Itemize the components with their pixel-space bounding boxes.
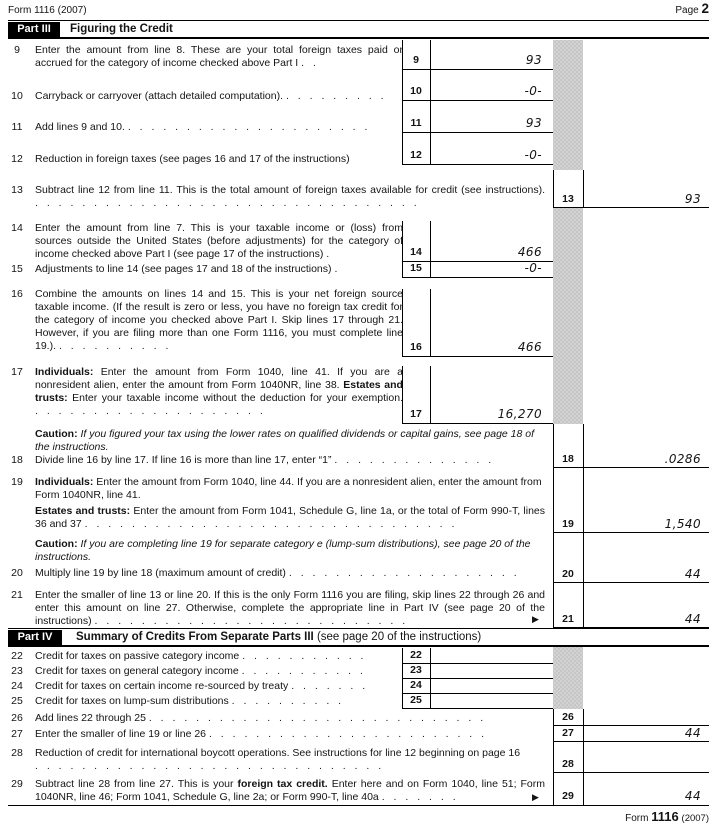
line-17-box-number: 17: [410, 408, 422, 420]
line-22-value[interactable]: [430, 648, 542, 663]
form-id: Form 1116 (2007): [8, 5, 87, 16]
line-27-text: Enter the smaller of line 19 or line 26 . . . . . . . . . . . . . . . . . . . . . . . .: [35, 728, 488, 740]
line-14-number: 14: [11, 222, 23, 234]
line-18-number: 18: [11, 454, 23, 466]
line-9-box-number: 9: [413, 54, 419, 66]
dot-leader: . . . . . . . . . . . . . . . . . . . . . . . .: [208, 728, 488, 740]
line-26-value[interactable]: [583, 710, 701, 725]
dot-leader: . .: [301, 57, 319, 69]
dot-leader: . . . . . . . . . . . . . . . . . . . . .: [127, 121, 371, 133]
box-border: [553, 467, 709, 468]
dot-leader: . . . . . . . . . . . . . . . . . . . . . . . . . . . . . .: [35, 760, 385, 772]
box-border: [553, 207, 709, 208]
line-28-number: 28: [11, 747, 23, 759]
line-17-text: Individuals: Enter the amount from Form 1040, line 41. If you are a nonresident alien, enter the amount from Form 1040NR, line 38. Estates and trusts: Enter your taxable income without the deduction for your exemption. . . . . . . . . . . . . . . . . . . . .: [35, 366, 403, 417]
line-25-number: 25: [11, 695, 23, 707]
line-13-number: 13: [11, 184, 23, 196]
line-23-value[interactable]: [430, 663, 542, 678]
line-29-box-number: 29: [562, 790, 574, 802]
line-12-number: 12: [11, 153, 23, 165]
line-13-value[interactable]: 93: [684, 192, 701, 206]
line-10-box-number: 10: [410, 85, 422, 97]
line-20-value[interactable]: 44: [684, 567, 701, 581]
line-12-box-number: 12: [410, 149, 422, 161]
line-17-number: 17: [11, 366, 23, 378]
box-border: [402, 708, 553, 709]
footer-form-id: [625, 809, 709, 824]
dot-leader: . . . . . . .: [381, 791, 459, 803]
dot-leader: . . . . . . . . . .: [58, 340, 172, 352]
line-16-box-number: 16: [410, 341, 422, 353]
line-9-value[interactable]: 93: [525, 53, 542, 67]
line-19-value[interactable]: 1,540: [664, 517, 701, 531]
part4-title: Summary of Credits From Separate Parts III: [76, 631, 314, 643]
footer-form-word: Form: [625, 813, 649, 824]
box-border: [402, 69, 553, 70]
part4-note: (see page 20 of the instructions): [316, 631, 482, 643]
line-20-number: 20: [11, 567, 23, 579]
line-19-box-number: 19: [562, 518, 574, 530]
line-11-number: 11: [11, 121, 23, 133]
line-24-number: 24: [11, 680, 23, 692]
part3-label: Part III: [8, 22, 60, 37]
dot-leader: . . . . . . . . . . . . . . . . . . . .: [35, 405, 266, 417]
box-border: [402, 132, 553, 133]
line-25-value[interactable]: [430, 693, 542, 708]
line-22-text: Credit for taxes on passive category income . . . . . . . . . . .: [35, 650, 367, 662]
line-17-caution: Caution: If you figured your tax using the lower rates on qualified dividends or capital gains, see page 18 of the instructions.: [35, 428, 535, 453]
box-border: [553, 741, 709, 742]
line-13-box-number: 13: [562, 193, 574, 205]
line-18-value[interactable]: .0286: [664, 452, 701, 466]
part3-title: Figuring the Credit: [70, 23, 173, 35]
line-26-text: Add lines 22 through 25 . . . . . . . . . . . . . . . . . . . . . . . . . . . . .: [35, 712, 487, 724]
line-18-text: Divide line 16 by line 17. If line 16 is more than line 17, enter “1” . . . . . . . . . . . . . .: [35, 454, 495, 466]
line-12-value[interactable]: -0-: [524, 148, 542, 162]
line-14-box-number: 14: [410, 246, 422, 258]
page-word: Page: [675, 5, 699, 16]
line-26-box-number: 26: [562, 711, 574, 723]
box-border: [402, 164, 553, 165]
dot-leader: . . . . . . . . . .: [231, 695, 345, 707]
line-13-text: Subtract line 12 from line 11. This is the total amount of foreign taxes available for credit (see instructions). . . . . . . . . . . . . . . . . . . . . . . . . . . . . . . . . .: [35, 184, 545, 209]
right-arrow-icon: ▶: [532, 614, 539, 624]
shaded-column: [553, 40, 583, 170]
line-16-text: Combine the amounts on lines 14 and 15. This is your net foreign source taxable income. (If the result is zero or less, you have no foreign tax credit for the category of income you checked above Part I. Skip lines 17 through 21. However, if you are filing more than one Form 1116, you must complete line 19.). . . . . . . . . . .: [35, 288, 403, 352]
dot-leader: . . . . . . . . . . . . . . . . . . . . . . . . . . . . . . . . .: [35, 197, 420, 209]
line-14-value[interactable]: 466: [517, 245, 542, 259]
line-21-value[interactable]: 44: [684, 612, 701, 626]
box-border: [402, 423, 553, 424]
line-27-box-number: 27: [562, 727, 574, 739]
line-10-number: 10: [11, 90, 23, 102]
line-15-value[interactable]: -0-: [524, 261, 542, 275]
line-15-box-number: 15: [410, 262, 422, 274]
line-25-text: Credit for taxes on lump-sum distributions . . . . . . . . . .: [35, 695, 345, 707]
dot-leader: . . . . . . . . . . .: [241, 665, 366, 677]
line-15-text: Adjustments to line 14 (see pages 17 and 18 of the instructions) .: [35, 263, 341, 275]
line-16-number: 16: [11, 288, 23, 300]
line-21-number: 21: [11, 589, 23, 601]
box-border: [553, 582, 709, 583]
page-indicator: [675, 1, 709, 16]
line-23-box-number: 23: [410, 664, 422, 676]
shaded-column: [553, 647, 583, 709]
line-12-text: Reduction in foreign taxes (see pages 16 and 17 of the instructions): [35, 153, 350, 165]
line-24-value[interactable]: [430, 678, 542, 693]
dot-leader: . . . . . . . . . . . . . . . . . . . . . . . . . . . . . . . .: [84, 518, 458, 530]
line-28-box-number: 28: [562, 758, 574, 770]
line-19-number: 19: [11, 476, 23, 488]
line-10-value[interactable]: -0-: [524, 84, 542, 98]
box-border: [402, 277, 553, 278]
line-22-box-number: 22: [410, 649, 422, 661]
dot-leader: .: [334, 263, 341, 275]
line-14-text: Enter the amount from line 7. This is your taxable income or (loss) from sources outside the United States (before adjustments) for the category of income checked above Part I (see page 17 of the instructions) .: [35, 222, 403, 260]
line-17-value[interactable]: 16,270: [497, 407, 542, 421]
line-21-text: Enter the smaller of line 13 or line 20. If this is the only Form 1116 you are filing, skip lines 22 through 26 and enter this amount on line 27. Otherwise, complete the appropriate line in Part IV (see page 20 of the instructions) . . . . . . . . . . . . . . . . . . . . . . . . . . .: [35, 589, 545, 627]
page-number: 2: [701, 1, 709, 16]
dot-leader: . . . . . . . . . . . . . . . . . . . .: [288, 567, 520, 579]
line-23-number: 23: [11, 665, 23, 677]
dot-leader: . . . . . . . . . . . . . . . . . . . . . . . . . . . . .: [148, 712, 487, 724]
line-29-number: 29: [11, 778, 23, 790]
line-19-text-estates: Estates and trusts: Enter the amount from Form 1041, Schedule G, line 1a, or the total of Form 990-T, lines 36 and 37 . . . . . . . . . . . . . . . . . . . . . . . . . . . . . . . .: [35, 505, 545, 530]
rule: [8, 628, 709, 629]
dot-leader: . . . . . . . . . . .: [242, 650, 367, 662]
line-24-text: Credit for taxes on certain income re-sourced by treaty . . . . . . .: [35, 680, 369, 692]
box-border: [553, 772, 709, 773]
line-11-value[interactable]: 93: [525, 116, 542, 130]
rule: [8, 645, 709, 647]
line-28-text: Reduction of credit for international boycott operations. See instructions for line 12 beginning on page 16 . . . . . . . . . . . . . . . . . . . . . . . . . . . . . .: [35, 747, 521, 772]
line-18-box-number: 18: [562, 453, 574, 465]
line-16-value[interactable]: 466: [517, 340, 542, 354]
line-19-text-individuals: Individuals: Enter the amount from Form 1040, line 44. If you are a nonresident alien, enter the amount from Form 1040NR, line 41.: [35, 476, 542, 501]
line-23-text: Credit for taxes on general category income . . . . . . . . . . .: [35, 665, 366, 677]
line-28-value[interactable]: [583, 757, 701, 772]
dot-leader: . . . . . . . . .: [285, 90, 387, 102]
footer-form-number: 1116: [651, 809, 679, 824]
line-21-box-number: 21: [562, 613, 574, 625]
line-29-text: Subtract line 28 from line 27. This is your foreign tax credit. Enter here and on Form 1040, line 51; Form 1040NR, line 46; Form 1041, Schedule G, line 2a; or Form 990-T, line 40a . . . . . . .: [35, 778, 546, 803]
right-arrow-icon: ▶: [532, 792, 539, 802]
line-9-text: Enter the amount from line 8. These are your total foreign taxes paid or accrued for the category of income checked above Part I . .: [35, 44, 403, 69]
line-26-number: 26: [11, 712, 23, 724]
line-25-box-number: 25: [410, 694, 422, 706]
part4-label: Part IV: [8, 630, 62, 645]
line-19-caution: Caution: If you are completing line 19 for separate category e (lump-sum distributions), see page 20 of the instructions.: [35, 538, 531, 563]
line-27-value[interactable]: 44: [684, 726, 701, 740]
line-15-number: 15: [11, 263, 23, 275]
box-border: [402, 356, 553, 357]
dot-leader: . . . . . . . . . . . . . . . . . . . . . . . . . . .: [94, 615, 409, 627]
box-border: [402, 100, 553, 101]
line-9-number: 9: [14, 44, 20, 56]
line-29-value[interactable]: 44: [684, 789, 701, 803]
box-border: [553, 532, 709, 533]
dot-leader: .: [326, 248, 333, 260]
line-24-box-number: 24: [410, 679, 422, 691]
line-11-text: Add lines 9 and 10. . . . . . . . . . . . . . . . . . . . . .: [35, 121, 371, 133]
footer-form-year: (2007): [681, 813, 709, 824]
line-11-box-number: 11: [410, 117, 422, 129]
line-10-text: Carryback or carryover (attach detailed computation). . . . . . . . . .: [35, 90, 387, 102]
shaded-column: [553, 208, 583, 424]
line-27-number: 27: [11, 728, 23, 740]
line-22-number: 22: [11, 650, 23, 662]
dot-leader: . . . . . . .: [291, 680, 369, 692]
line-20-box-number: 20: [562, 568, 574, 580]
rule: [8, 20, 709, 21]
rule: [8, 805, 709, 806]
line-20-text: Multiply line 19 by line 18 (maximum amount of credit) . . . . . . . . . . . . . . . . . . . .: [35, 567, 520, 579]
rule: [8, 37, 709, 39]
part4-title-row: [76, 631, 481, 643]
dot-leader: . . . . . . . . . . . . . .: [334, 454, 495, 466]
